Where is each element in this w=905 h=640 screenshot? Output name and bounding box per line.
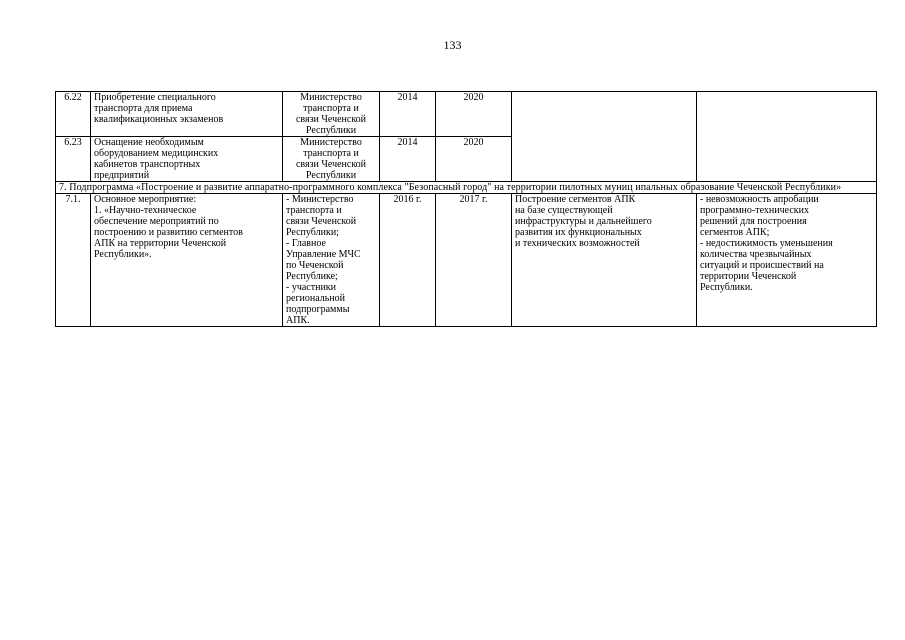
table-row-7-1 (56, 194, 877, 327)
page-number: 133 (443, 38, 462, 52)
start-year: 2014 (380, 137, 436, 182)
start-year: 2016 г. (380, 194, 436, 327)
subprogram-title: 7. Подпрограмма «Построение и развитие аппаратно-программного комплекса "Безопасный город" на территории пилотных муниц ипальных образование Чеченской Республики» (56, 182, 877, 194)
consequences: - невозможность апробации программно-технических решений для построения сегментов АПК; - недостижимость уменьшения количества чрезвычайных ситуаций и происшествий на территории Чеченской Республики. (697, 194, 877, 327)
row-number: 6.22 (56, 92, 91, 137)
executor: - Министерство транспорта и связи Чеченской Республики; - Главное Управление МЧС по Чеченской Республике; - участники региональной подпрограммы АПК. (283, 194, 380, 327)
table-row-6-22 (56, 92, 877, 137)
consequences-cell (697, 92, 877, 182)
subprogram-header-row (56, 182, 877, 194)
executor: Министерство транспорта и связи Чеченской Республики (283, 92, 380, 137)
measure-name: Оснащение необходимым оборудованием медицинских кабинетов транспортных предприятий (91, 137, 283, 182)
end-year: 2017 г. (436, 194, 512, 327)
measures-table (55, 91, 877, 327)
measure-name: Основное мероприятие: 1. «Научно-техническое обеспечение мероприятий по построению и развитию сегментов АПК на территории Чеченской Республики». (91, 194, 283, 327)
expected-result: Построение сегментов АПК на базе существующей инфраструктуры и дальнейшего развития их функциональных и технических возможностей (512, 194, 697, 327)
row-number: 7.1. (56, 194, 91, 327)
end-year: 2020 (436, 92, 512, 137)
measure-name: Приобретение специального транспорта для приема квалификационных экзаменов (91, 92, 283, 137)
executor: Министерство транспорта и связи Чеченской Республики (283, 137, 380, 182)
start-year: 2014 (380, 92, 436, 137)
row-number: 6.23 (56, 137, 91, 182)
expected-result-cell (512, 92, 697, 182)
end-year: 2020 (436, 137, 512, 182)
